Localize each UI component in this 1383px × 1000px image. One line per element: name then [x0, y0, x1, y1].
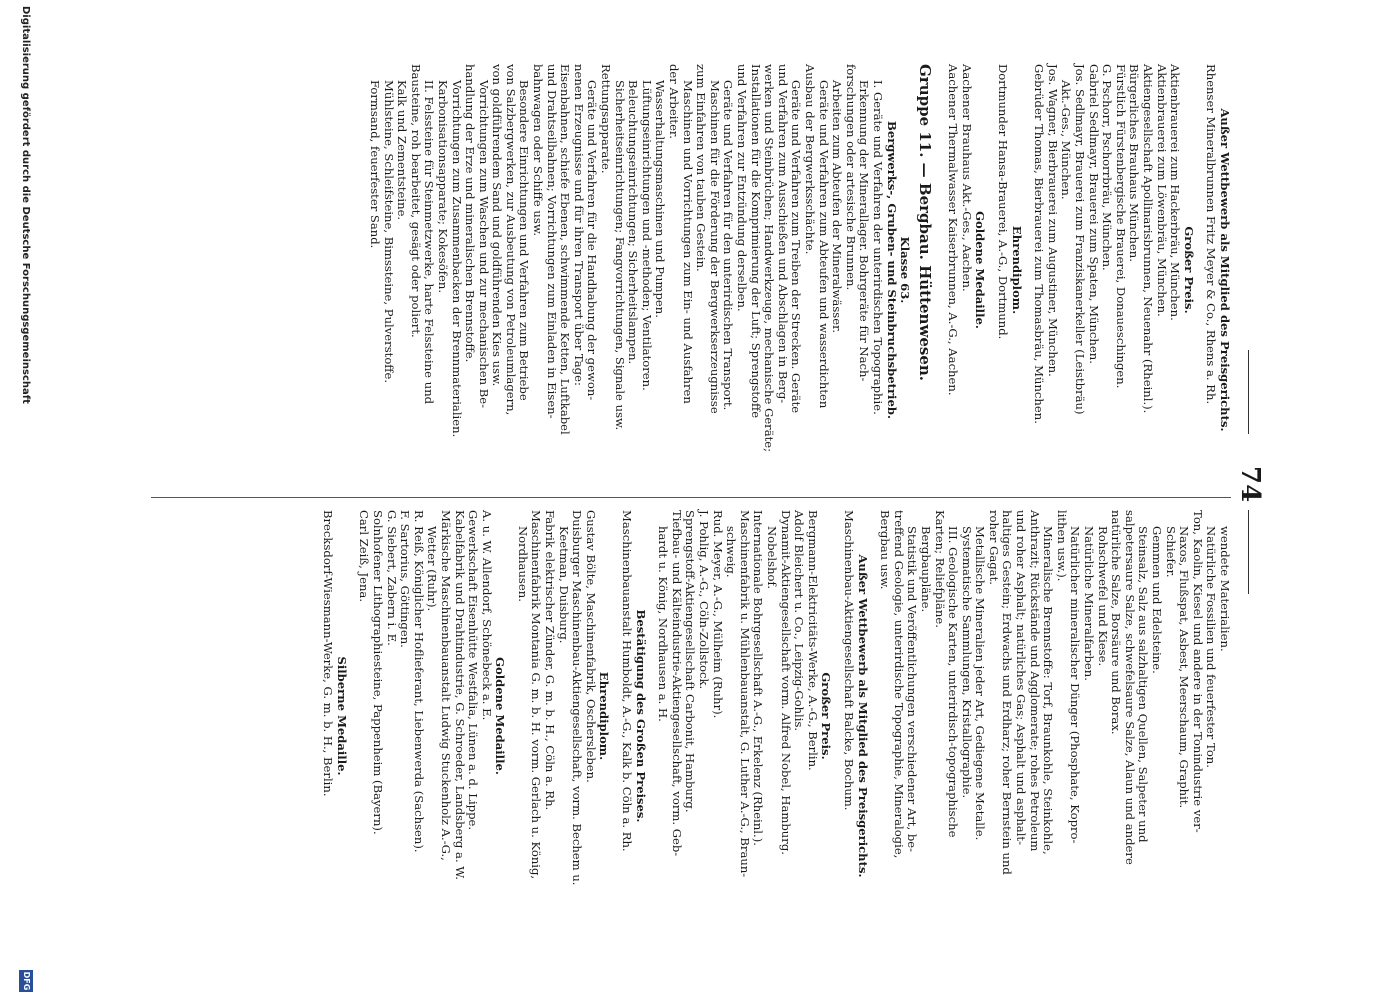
text-line: Internationale Bohrgesellschaft A.-G., Erkelenz (Rheinl.).	[751, 510, 766, 846]
spacer	[987, 64, 996, 476]
column-divider	[151, 497, 1231, 498]
text-line: I. Geräte und Verfahren der unterirdischen Topographie.	[870, 80, 885, 415]
text-line: Wetter (Ruhr).	[425, 526, 440, 612]
text-line: Adolf Bleichert u. Co., Leipzig-Gohlis.	[792, 510, 807, 732]
text-line: Gemmen und Edelsteine.	[1150, 526, 1165, 674]
text-line: A. u. W. Allendorf, Schönebeck a. E.	[479, 510, 494, 721]
text-line: Jos. Wagner, Bierbrauerei zum Augustiner, München.	[1045, 64, 1060, 377]
text-line: Beleuchtungseinrichtungen; Sicherheitslampen.	[626, 80, 641, 365]
spacer	[610, 510, 619, 922]
text-line: Aktiengesellschaft Apollinarisbrunnen, Neuenahr (Rheinl.).	[1141, 64, 1156, 414]
spacer	[647, 510, 656, 922]
text-line: Bausteine, roh bearbeitet, gesägt oder poliert.	[408, 64, 423, 338]
text-line: Vorrichtungen zum Zusammenbacken der Brennmaterialien.	[449, 80, 464, 438]
text-line: nenen Erzeugnisse und für ihren Transport über Tage:	[571, 64, 586, 386]
text-line: Solnhofener Lithographiesteine, Pappenheim (Bayern).	[370, 510, 385, 835]
section-heading: Außer Wettbewerb als Mitglied des Preisgerichts.	[855, 554, 870, 878]
header-rule-right	[1248, 510, 1249, 594]
text-line: lithen usw.).	[1054, 510, 1069, 582]
text-line: Kabelfabrik und Drahtindustrie, G. Schroeder, Landsberg a. W.	[452, 510, 467, 880]
text-line: Eisenbahnen, schiefe Ebenen, schwimmende Ketten, Luftkabel	[558, 64, 573, 435]
text-line: Brecksdorf-Wiesmann-Werke, G. m. b. H., Berlin.	[321, 510, 336, 797]
text-line: Tiefbau- und Kälteindustrie-Aktiengesellschaft, vorm. Geb-	[669, 510, 684, 857]
text-line: handlung der Erze und mineralischen Brennstoffe.	[463, 64, 478, 363]
text-line: Rohschwefel und Kiese.	[1095, 526, 1110, 667]
text-line: R. Reiß, Königlicher Hoflieferant, Liebenwerda (Sachsen).	[411, 510, 426, 853]
text-line: Aachener Brauhaus Akt.-Ges., Aachen.	[959, 64, 974, 292]
text-line: forschungen oder artesische Brunnen.	[843, 64, 858, 291]
text-line: wendete Materialien.	[1218, 526, 1232, 652]
text-line: Bergbau usw.	[878, 510, 893, 590]
text-line: Geräte und Verfahren für den unterirdischen Transport.	[721, 80, 736, 411]
text-line: Vorrichtungen zum Waschen und zur mechanischen Be-	[476, 80, 491, 409]
text-line: II. Felssteine für Steinmetzwerke, harte Felssteine und	[422, 80, 437, 405]
text-line: von goldführendem Sand und goldführenden Kies usw.	[490, 64, 505, 387]
text-line: Dynamit-Aktiengesellschaft vorm. Alfred Nobel, Hamburg.	[778, 510, 793, 855]
dfg-logo: DFG	[19, 970, 33, 992]
text-line: und Drahtseilbahnen; Vorrichtungen zum Einladen in Eisen-	[544, 64, 559, 419]
section-heading: Gruppe 11. — Bergbau. Hüttenwesen.	[915, 64, 934, 382]
text-line: G. Siebert, Zabern i. E.	[384, 510, 399, 646]
text-line: Metallische Mineralien jeder Art, Gediegene Metalle.	[973, 526, 988, 841]
text-line: salpetersaure Salze, schwefelsaure Salze, Alaun und andere	[1122, 510, 1137, 865]
text-line: Maschinen für die Förderung der Bergwerkserzeugnisse	[707, 80, 722, 414]
text-line: Bürgerliches Brauhaus München.	[1127, 64, 1142, 262]
text-line: Mineralische Brennstoffe: Torf, Braunkohle, Steinkohle,	[1041, 526, 1056, 855]
text-line: natürliche Salze, Borsäure und Borax.	[1109, 510, 1124, 735]
page-number: 74	[1235, 466, 1265, 503]
text-line: haltiges Gestein; Erdwachs und Erdharz; roher Bernstein und	[1000, 510, 1015, 875]
text-line: Ausbau der Bergwerksschächte.	[802, 64, 817, 255]
section-heading: Außer Wettbewerb als Mitglied des Preisgerichts.	[1218, 108, 1232, 432]
section-heading: Ehrendiplom.	[1009, 225, 1024, 315]
spacer	[506, 510, 515, 922]
spacer	[869, 510, 878, 922]
text-line: von Salzbergwerken, zur Ausbeutung von Petroleumlagern,	[503, 64, 518, 416]
text-line: Installationen für die Komprimierung der Luft; Sprengstoffe	[748, 64, 763, 419]
section-heading: Ehrendiplom.	[597, 671, 612, 761]
section-heading: Goldene Medaille.	[973, 211, 988, 329]
text-line: Ton, Kaolin, Kiesel und andere in der Tonindustrie ver-	[1190, 510, 1205, 833]
text-line: Naxos, Flußspat, Asbest, Meerschaum, Graphit.	[1177, 526, 1192, 809]
text-line: schweig.	[724, 526, 739, 578]
text-line: Systematische Sammlungen, Kristallographie.	[959, 526, 974, 799]
text-line: Anthrazit; Rückstände und Agglomerate; rohes Petroleum	[1027, 510, 1042, 852]
text-line: Natürlicher mineralischer Dünger (Phosphate, Kopro-	[1068, 526, 1083, 844]
text-line: Bergmann-Elektricitäts-Werke, A.-G., Berlin.	[805, 510, 820, 771]
text-line: Geräte und Verfahren zum Abteufen und wasserdichten	[816, 80, 831, 409]
text-line: Carl Zeiß, Jena.	[357, 510, 372, 603]
spacer	[348, 510, 357, 922]
text-line: Mühlsteine, Schleifsteine, Bimssteine, Pulverstoffe.	[381, 80, 396, 384]
text-line: Sicherheitseinrichtungen; Fangvorrichtungen, Signale usw.	[612, 80, 627, 431]
text-line: Gustav Bölte, Maschinenfabrik, Oschersleben.	[583, 510, 598, 783]
text-line: Besondere Einrichtungen und Verfahren zum Betriebe	[517, 80, 532, 401]
text-line: III. Geologische Karten, unterirdisch-topographische	[946, 526, 961, 838]
footer-credit: Digitalisierung gefördert durch die Deutsche Forschungsgemeinschaft	[20, 6, 31, 404]
text-line: und Verfahren zur Entzündung derselben.	[735, 64, 749, 312]
section-heading: Großer Preis.	[819, 672, 834, 760]
text-line: Arbeiten zum Abteufen der Mineralwässer.	[830, 80, 845, 334]
text-line: Maschinenbauanstalt Humboldt, A.-G., Kalk b. Cöln a. Rh.	[620, 510, 635, 852]
text-line: Fabrik elektrischer Zünder, G. m. b. H., Cöln a. Rh.	[543, 510, 558, 811]
text-line: Rud. Meyer, A.-G., Mülheim (Ruhr).	[710, 510, 725, 719]
right-text-column	[321, 510, 1231, 922]
text-line: Formsand, feuerfester Sand.	[367, 80, 382, 249]
text-line: Erkennung der Minerallager. Bohrgeräte für Nach-	[857, 80, 872, 382]
text-line: Geräte und Verfahren für die Handhabung der gewon-	[585, 80, 600, 401]
text-line: Wasserhaltungsmaschinen und Pumpen.	[653, 80, 668, 318]
section-heading: Bergwerks-, Gruben- und Steinbruchsbetrieb.	[884, 121, 899, 419]
text-line: werken und Steinbrüchen; Handwerkzeuge, mechanische Geräte;	[762, 64, 777, 453]
text-line: Nordhausen.	[515, 526, 530, 602]
text-line: Gebrüder Thomas, Bierbrauerei zum Thomasbräu, München.	[1032, 64, 1047, 424]
section-heading: Großer Preis.	[1181, 226, 1196, 314]
text-line: hardt u. König, Nordhausen a. H.	[656, 526, 671, 722]
section-heading: Goldene Medaille.	[493, 657, 508, 775]
text-line: Rhenser Mineralbrunnen Fritz Meyer & Co., Rhens a. Rh.	[1204, 64, 1219, 405]
section-heading: Klasse 63.	[898, 236, 913, 304]
text-line: Keetman, Duisburg.	[556, 526, 571, 644]
text-line: Fürstlich Fürstenbergische Brauerei, Donaueschingen.	[1113, 64, 1128, 389]
text-line: treffend Geologie, unterirdische Topographie, Mineralogie,	[891, 510, 906, 859]
text-line: Duisburger Maschinenbau-Aktiengesellschaft, vorm. Bechem u.	[570, 510, 585, 886]
text-line: Geräte und Verfahren zum Treiben der Strecken. Geräte	[789, 80, 804, 414]
text-line: Gabriel Sedlmayr, Brauerei zum Spaten, München.	[1086, 64, 1101, 364]
text-line: Maschinenfabrik u. Mühlenbauanstalt, G. Luther A.-G., Braun-	[737, 510, 752, 878]
text-line: bahnwagen oder Schiffe usw.	[531, 64, 546, 237]
text-line: J. Pohlig, A.-G., Cöln-Zollstock.	[697, 510, 712, 690]
text-line: Lüftungseinrichtungen und -methoden; Ventilatoren.	[639, 80, 654, 391]
left-text-column	[367, 64, 1231, 476]
text-line: Maschinenfabrik Montania G. m. b. H. vorm. Gerlach u. König,	[529, 510, 544, 880]
text-line: Schiefer.	[1163, 526, 1178, 578]
text-line: Rettungsapparate.	[599, 64, 614, 174]
spacer	[1195, 64, 1204, 476]
text-line: Jos. Sedlmayr, Brauerei zum Franziskanerkeller (Leistbräu)	[1073, 64, 1088, 415]
section-heading: Silberne Medaille.	[334, 656, 349, 776]
text-line: Maschinenbau-Aktiengesellschaft Balcke, Bochum.	[841, 510, 856, 811]
text-line: Sprengstoff-Aktiengesellschaft Carbonit, Hamburg.	[683, 510, 698, 813]
text-line: zum Einfahren von tauben Gestein.	[694, 64, 709, 272]
text-line: Natürliche Mineralfarben.	[1082, 526, 1097, 681]
text-line: Nobelshof.	[765, 526, 779, 590]
text-line: Bergbaupläne.	[918, 526, 933, 613]
text-line: und Verfahren zum Ausschießen und Abschlagen in Berg-	[775, 64, 790, 404]
text-line: G. Pschorr, Pschorrbräu, München.	[1100, 64, 1115, 271]
text-line: und roher Asphalt; natürliches Gas; Asphalt und asphalt-	[1014, 510, 1029, 845]
text-line: Natürliche Fossilien und feuerfester Ton.	[1204, 526, 1219, 768]
text-line: F. Sartorius, Göttingen.	[398, 510, 413, 648]
text-line: Akt.-Ges., München.	[1059, 80, 1074, 200]
text-line: Kalk und Zementsteine.	[395, 80, 410, 221]
text-line: Karbonisationsapparate; Kokesöfen.	[435, 80, 450, 294]
text-line: der Arbeiter.	[667, 64, 682, 139]
text-line: Statistik und Veröffentlichungen verschiedener Art, be-	[905, 526, 920, 853]
text-line: Karten; Reliefpläne.	[932, 510, 947, 628]
section-heading: Bestätigung des Großen Preises.	[633, 609, 648, 823]
text-line: Aachener Thermalwasser Kaiserbrunnen, A.-G., Aachen.	[946, 64, 961, 396]
spacer	[937, 64, 946, 476]
text-line: roher Gagat.	[986, 510, 1001, 585]
spacer	[832, 510, 841, 922]
text-line: Maschinen und Vorrichtungen zum Ein- und Ausfahren	[680, 80, 695, 404]
header-rule-left	[1248, 350, 1249, 434]
spacer	[1023, 64, 1032, 476]
text-line: Aktienbrauerei zum Hackerbräu, München.	[1168, 64, 1183, 321]
text-line: Aktienbrauerei zum Löwenbräu, München.	[1154, 64, 1169, 317]
text-line: Dortmunder Hansa-Brauerei, A.-G., Dortmund.	[996, 64, 1011, 340]
text-line: Gewerkschaft Eisenhütte Westfalia, Lünen a. d. Lippe.	[466, 510, 481, 831]
text-line: Steinsalz, Salz aus salzhaltigen Quellen, Salpeter und	[1136, 526, 1151, 843]
text-line: Märkische Maschinenbauanstalt Ludwig Stuckenholz A.-G.,	[438, 510, 453, 861]
